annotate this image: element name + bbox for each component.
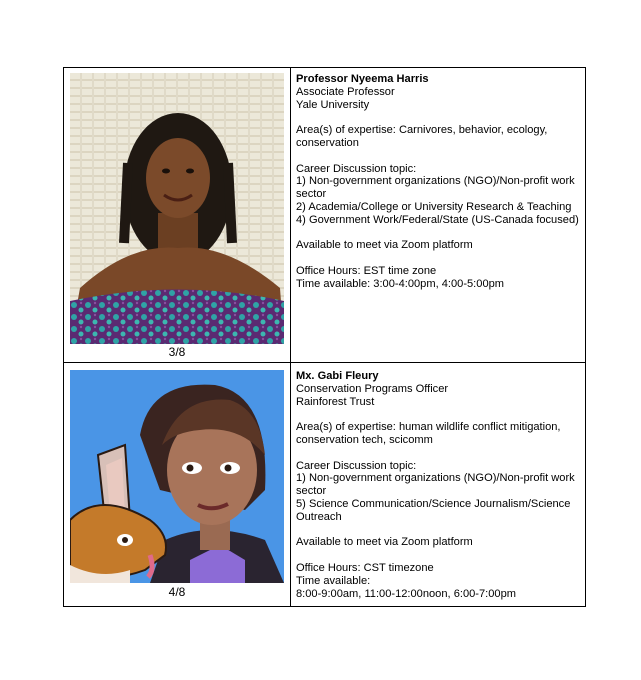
mentor-title: Conservation Programs Officer [296,382,449,395]
topic-header: Career Discussion topic: [296,162,417,175]
topic-item: 4) Government Work/Federal/State (US-Canada focused) [296,213,579,226]
mentor-info-harris [296,73,581,291]
topic-item: 5) Science Communication/Science Journalism/Science Outreach [296,497,571,523]
mentor-org: Yale University [296,98,370,111]
office-hours: Office Hours: EST time zone [296,264,437,277]
page-label: 4/8 [168,585,186,599]
mentor-expertise: Area(s) of expertise: Carnivores, behavior, ecology, conservation [296,124,548,149]
row-divider [64,362,585,363]
meeting-platform: Available to meet via Zoom platform [296,536,473,549]
mentor-name: Professor Nyeema Harris [296,73,429,85]
mentor-illustration-fleury [70,370,284,583]
mentor-title: Associate Professor [296,85,395,98]
mentor-table [63,67,586,607]
mentor-photo-harris [70,73,284,344]
topic-item: 1) Non-government organizations (NGO)/Non-profit work sector [296,472,575,498]
mentor-info-fleury [296,370,581,600]
mentor-org: Rainforest Trust [296,395,375,408]
time-available: 8:00-9:00am, 11:00-12:00noon, 6:00-7:00pm [296,587,516,600]
column-divider [290,68,291,606]
meeting-platform: Available to meet via Zoom platform [296,239,473,252]
mentor-name: Mx. Gabi Fleury [296,370,379,382]
page-label: 3/8 [168,345,186,359]
time-available: Time available: 3:00-4:00pm, 4:00-5:00pm [296,277,505,290]
mentor-expertise: Area(s) of expertise: human wildlife conflict mitigation, conservation tech, scicomm [296,421,561,446]
time-available-label: Time available: [296,574,371,587]
topic-item: 2) Academia/College or University Research & Teaching [296,200,572,213]
topic-header: Career Discussion topic: [296,459,417,472]
office-hours: Office Hours: CST timezone [296,561,434,574]
topic-item: 1) Non-government organizations (NGO)/Non-profit work sector [296,175,575,201]
